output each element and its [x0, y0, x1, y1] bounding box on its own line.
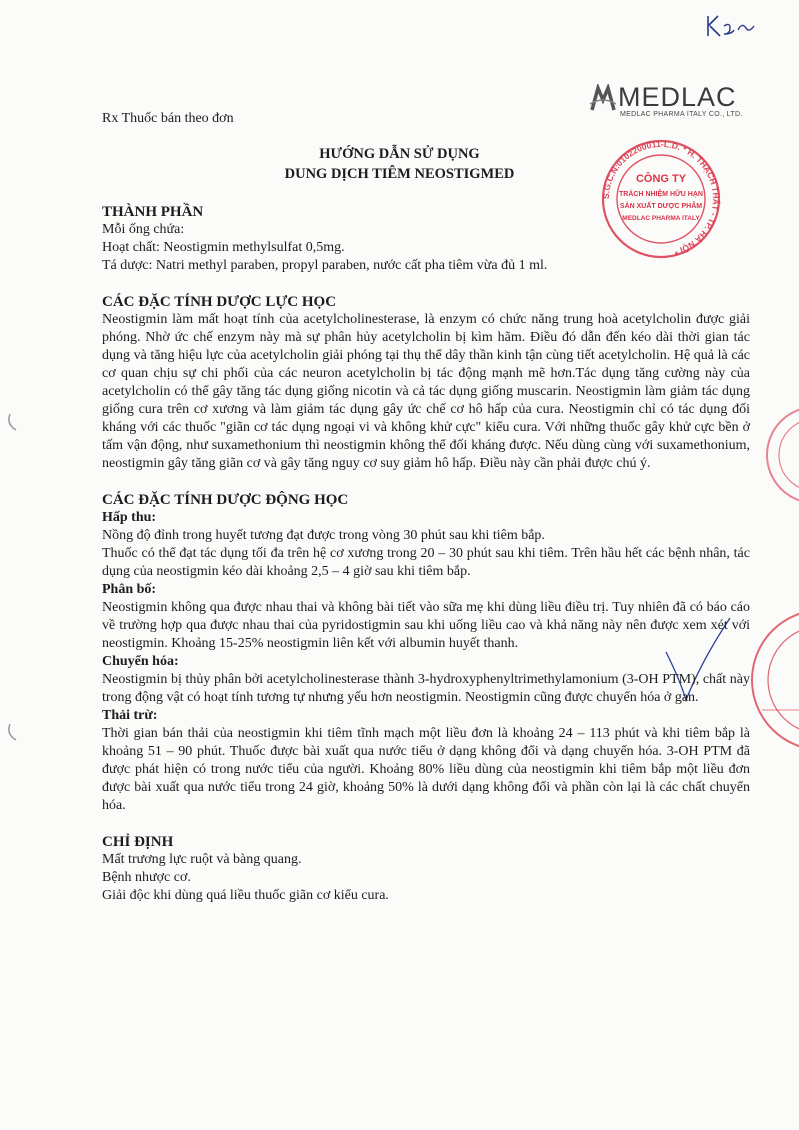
document-body	[102, 203, 750, 905]
distribution-text: Neostigmin không qua được nhau thai và không bài tiết vào sữa mẹ khi dùng liều điều trị. Tuy nhiên đã có báo cáo về trường hợp qua được nhau thai của pyridostigmin sau khi uống liều cao và khả năng này nên được xem xét với neostigmin. Khoảng 15-25% neostigmin liên kết với albumin huyết thanh.	[102, 600, 750, 651]
stamp-line-2: TRÁCH NHIỆM HỮU HẠN	[619, 191, 703, 198]
section-heading-chi-dinh: CHỈ ĐỊNH	[102, 834, 174, 850]
indication-line: Bệnh nhược cơ.	[102, 870, 191, 885]
document-title: HƯỚNG DẪN SỬ DỤNG	[319, 146, 480, 162]
stamp-line-4: MEDLAC PHARMA ITALY	[622, 215, 700, 222]
indication-line: Giải độc khi dùng quá liều thuốc giãn cơ kiểu cura.	[102, 888, 389, 903]
punch-hole-icon	[4, 410, 28, 434]
logo-name: MEDLAC	[618, 82, 737, 112]
company-logo	[588, 84, 748, 124]
prescription-label: Rx Thuốc bán theo đơn	[102, 111, 234, 126]
punch-hole-icon	[4, 720, 28, 744]
logo-subtitle: MEDLAC PHARMA ITALY CO., LTD.	[620, 111, 743, 118]
document-subtitle: DUNG DỊCH TIÊM NEOSTIGMED	[284, 166, 515, 182]
section-heading-duoc-dong: CÁC ĐẶC TÍNH DƯỢC ĐỘNG HỌC	[102, 492, 349, 508]
composition-line: Mỗi ống chứa:	[102, 222, 185, 237]
handwritten-initials-icon	[700, 10, 760, 40]
medlac-logo-icon	[588, 84, 618, 114]
section-heading-duoc-luc: CÁC ĐẶC TÍNH DƯỢC LỰC HỌC	[102, 294, 337, 310]
elimination-text: Thời gian bán thải của neostigmin khi tiêm tĩnh mạch một liều đơn là khoảng 24 – 113 phút và khi tiêm bắp là khoảng 51 – 90 phút. Thuốc được bài xuất qua nước tiểu ở dạng không đổi và dạng chuyển hóa. 3-OH PTM đã được phát hiện có trong nước tiểu của người. Khoảng 80% liều dùng của neostigmin khi tiêm bắp một liều đơn được bài xuất qua nước tiểu trong 24 giờ, khoảng 50% là dưới dạng không đổi và phần còn lại là các chất chuyển hóa.	[102, 726, 750, 813]
subheading-chuyen-hoa: Chuyển hóa:	[102, 654, 179, 669]
composition-line: Hoạt chất: Neostigmin methylsulfat 0,5mg.	[102, 240, 345, 255]
section-heading-thanh-phan: THÀNH PHẦN	[102, 204, 204, 220]
absorption-text: Thuốc có thể đạt tác dụng tối đa trên hệ cơ xương trong 20 – 30 phút sau khi tiêm. Trên hầu hết các bệnh nhân, tác dụng của neostigmin kéo dài khoảng 2,5 – 4 giờ sau khi tiêm bắp.	[102, 546, 750, 579]
pharmacodynamics-text: Neostigmin làm mất hoạt tính của acetylcholinesterase, là enzym có chức năng trung hoà acetylcholin được giải phóng. Nhờ ức chế enzym này mà sự phân hủy acetylcholin bị kìm hãm. Điều đó dẫn đến kéo dài thời gian tác dụng và tăng hiệu lực của acetylcholin giải phóng tại thụ thể dây thần kinh tận cùng tiết acetylcholin. Hệ quả là các cơ quan chịu sự chi phối của các neuron acetylcholin bị tác động mạnh mẽ hơn.Tác dụng tăng cường này của acetylcholin có thể gây tăng tác dụng giống nicotin và cả tác dụng giống muscarin. Neostigmin làm giảm tác dụng giống cura trên cơ xương và làm giảm tác dụng gây ức chế cơ hô hấp của cura. Neostigmin chỉ có tác dụng đối kháng với các thuốc "giãn cơ tác dụng ngoại vi và không khử cực" kiểu cura. Với những thuốc gây khử cực bền ở tấm vận động, như suxamethonium thì neostigmin không thể đối kháng được. Nếu dùng cùng với suxamethonium, neostigmin gây tăng giãn cơ và gây tăng nguy cơ suy giảm hô hấp. Điều này cần phải được chú ý.	[102, 312, 750, 471]
stamp-line-1: CÔNG TY	[635, 173, 687, 185]
metabolism-text: Neostigmin bị thủy phân bởi acetylcholinesterase thành 3-hydroxyphenyltrimethylamonium (3-OH PTM), chất này trong động vật có hoạt tính tương tự nhưng yếu hơn neostigmin. Neostigmin cũng được chuyển hóa ở gan.	[102, 672, 750, 705]
subheading-hap-thu: Hấp thu:	[102, 510, 157, 525]
absorption-text: Nồng độ đỉnh trong huyết tương đạt được trong vòng 30 phút sau khi tiêm bắp.	[102, 528, 545, 543]
partial-stamp-icon	[742, 600, 799, 760]
partial-stamp-icon	[760, 400, 799, 510]
composition-line: Tá dược: Natri methyl paraben, propyl paraben, nước cất pha tiêm vừa đủ 1 ml.	[102, 258, 548, 273]
stamp-ring-text: S.G.C.N:0102200011-L.D. * H. THẠCH THẤT - TP. HÀ NỘI *	[600, 138, 722, 258]
stamp-line-3: SẢN XUẤT DƯỢC PHẨM	[619, 203, 703, 210]
indication-line: Mất trương lực ruột và bàng quang.	[102, 852, 302, 867]
subheading-thai-tru: Thải trừ:	[102, 708, 158, 723]
subheading-phan-bo: Phân bố:	[102, 582, 157, 597]
